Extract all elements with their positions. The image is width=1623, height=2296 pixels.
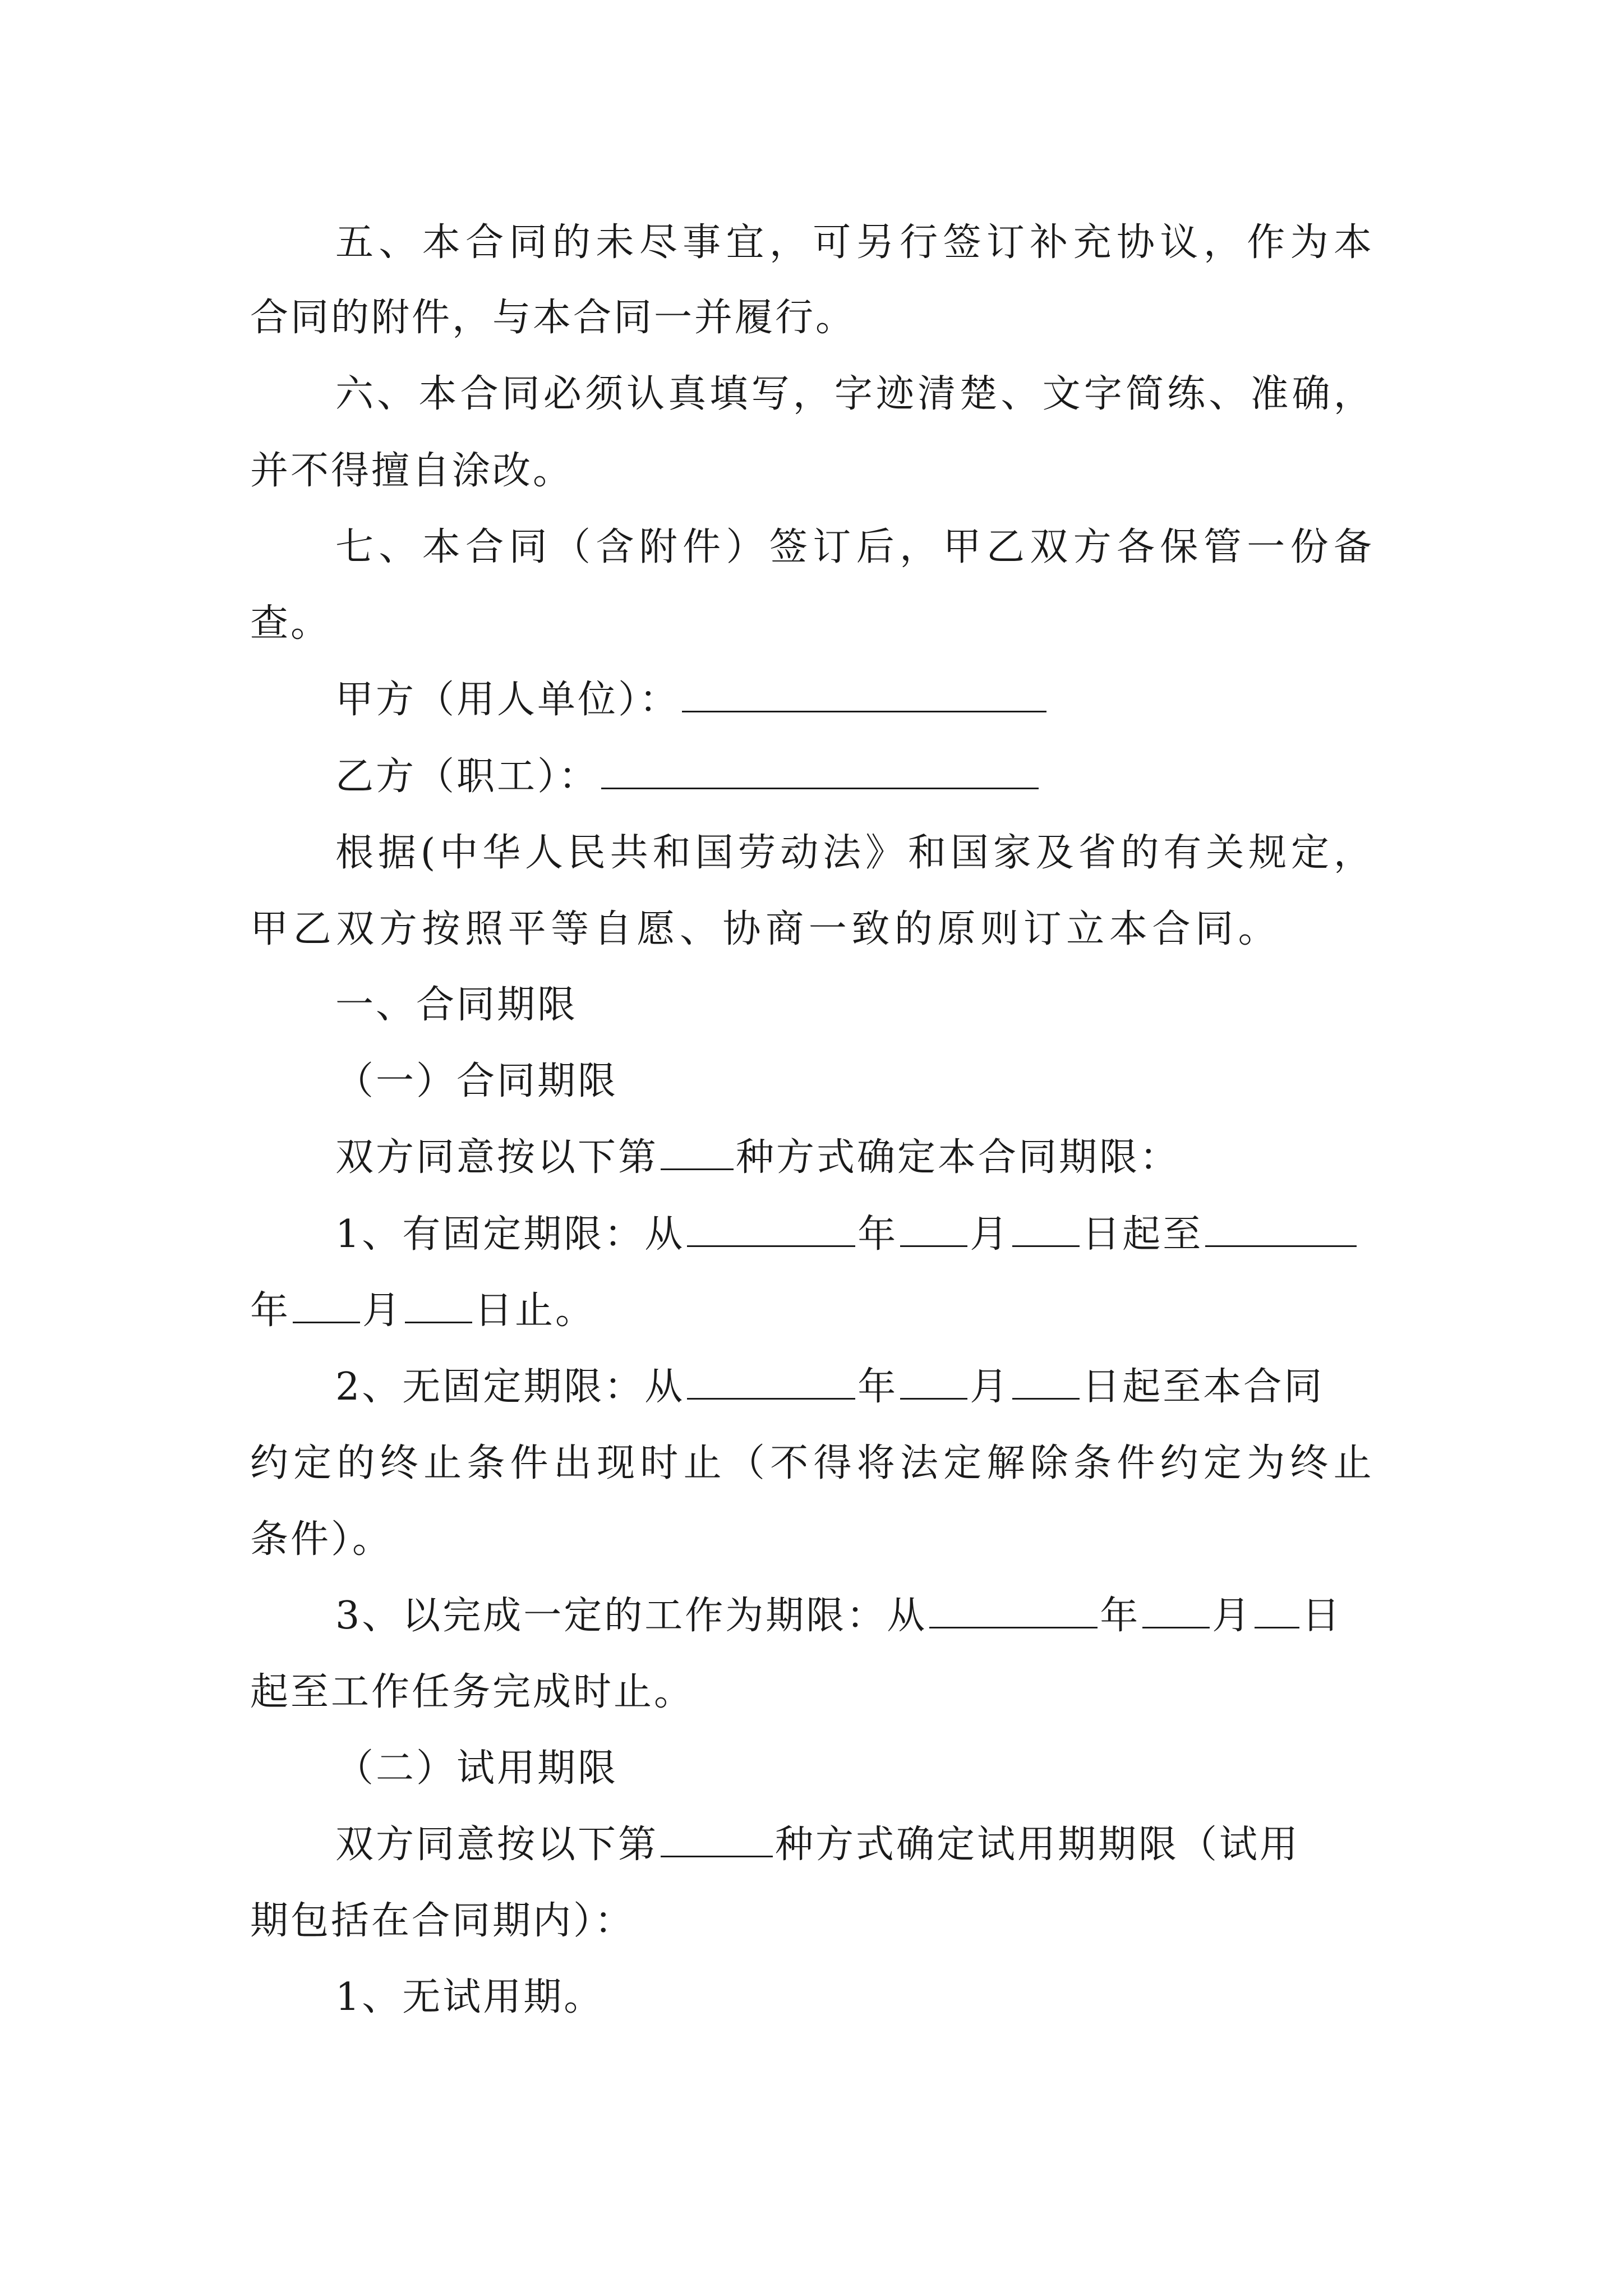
fixed-start-year-field[interactable]: [687, 1211, 855, 1247]
fixed-start-month-field[interactable]: [900, 1211, 967, 1247]
party-a-name-field[interactable]: [682, 676, 1046, 712]
probation-line-2: 期包括在合同期内）：: [250, 1899, 635, 1943]
party-a-label: 甲方（用人单位）：: [335, 678, 680, 722]
term-task-line-2: 起至工作任务完成时止。: [250, 1670, 695, 1714]
probation-choose-row: 双方同意按以下第 种方式确定试用期期限（试用: [335, 1814, 1300, 1876]
fixed-end-month-field[interactable]: [293, 1287, 360, 1323]
clause-6-line-2: 并不得擅自涂改。: [250, 449, 574, 493]
clause-5-line-1: 五 、 本 合 同 的 未 尽 事 宜 ， 可 另 行 签 订 补 充 协 议 ， 作 为 本: [335, 220, 1372, 265]
fixed-start-day-field[interactable]: [1012, 1211, 1080, 1247]
term-option-field[interactable]: [661, 1134, 734, 1170]
task-start-year-field[interactable]: [929, 1592, 1098, 1628]
clause-7-line-1: 七 、 本 合 同 （ 含 附 件 ） 签 订 后 ， 甲 乙 双 方 各 保 管 一 份 备: [335, 525, 1372, 569]
open-start-day-field[interactable]: [1012, 1363, 1080, 1400]
task-start-day-field[interactable]: [1255, 1592, 1299, 1628]
clause-5-line-2: 合同的附件，与本合同一并履行。: [250, 296, 856, 340]
preamble-line-2: 甲 乙 双 方 按 照 平 等 自 愿 、 协 商 一 致 的 原 则 订 立 本 合 同 。: [250, 907, 1276, 951]
clause-7-line-2: 查。: [250, 601, 331, 646]
clause-6-line-1: 六 、 本 合 同 必 须 认 真 填 写 ， 字 迹 清 楚 、 文 字 简 练 、 准 确 ，: [335, 372, 1372, 416]
term-open-line-2: 约 定 的 终 止 条 件 出 现 时 止 （ 不 得 将 法 定 解 除 条 件 约 定 为 终 止: [250, 1441, 1372, 1485]
term-open-row: 2、无固定期限：从 年 月 日起至本合同: [335, 1356, 1324, 1418]
probation-subheading: （二）试用期限: [335, 1746, 619, 1791]
fixed-end-year-field[interactable]: [1205, 1211, 1357, 1247]
party-a-row: [335, 669, 1049, 731]
term-subheading: （一）合同期限: [335, 1059, 619, 1103]
party-b-label: 乙方（职工）：: [335, 754, 600, 799]
open-start-month-field[interactable]: [900, 1363, 967, 1400]
term-fixed-row: 1、有固定期限：从 年 月 日起至: [335, 1204, 1359, 1266]
term-choose-row: 双方同意按以下第 种方式确定本合同期限：: [335, 1127, 1180, 1189]
probation-option-field[interactable]: [661, 1821, 773, 1857]
party-b-row: [335, 746, 1041, 808]
open-start-year-field[interactable]: [687, 1363, 855, 1400]
term-task-row: 3、以完成一定的工作为期限：从 年 月 日: [335, 1585, 1342, 1647]
term-fixed-row-2: 年 月 日止。: [250, 1280, 596, 1342]
party-b-name-field[interactable]: [601, 753, 1039, 789]
fixed-end-day-field[interactable]: [405, 1287, 472, 1323]
term-open-line-3: 条件）。: [250, 1517, 393, 1562]
probation-option-1: 1、无试用期。: [335, 1975, 605, 2019]
task-start-month-field[interactable]: [1142, 1592, 1210, 1628]
term-heading: 一、合同期限: [335, 983, 578, 1027]
preamble-line-1: 根 据 ( 中 华 人 民 共 和 国 劳 动 法 》 和 国 家 及 省 的 有 关 规 定 ，: [335, 831, 1372, 875]
